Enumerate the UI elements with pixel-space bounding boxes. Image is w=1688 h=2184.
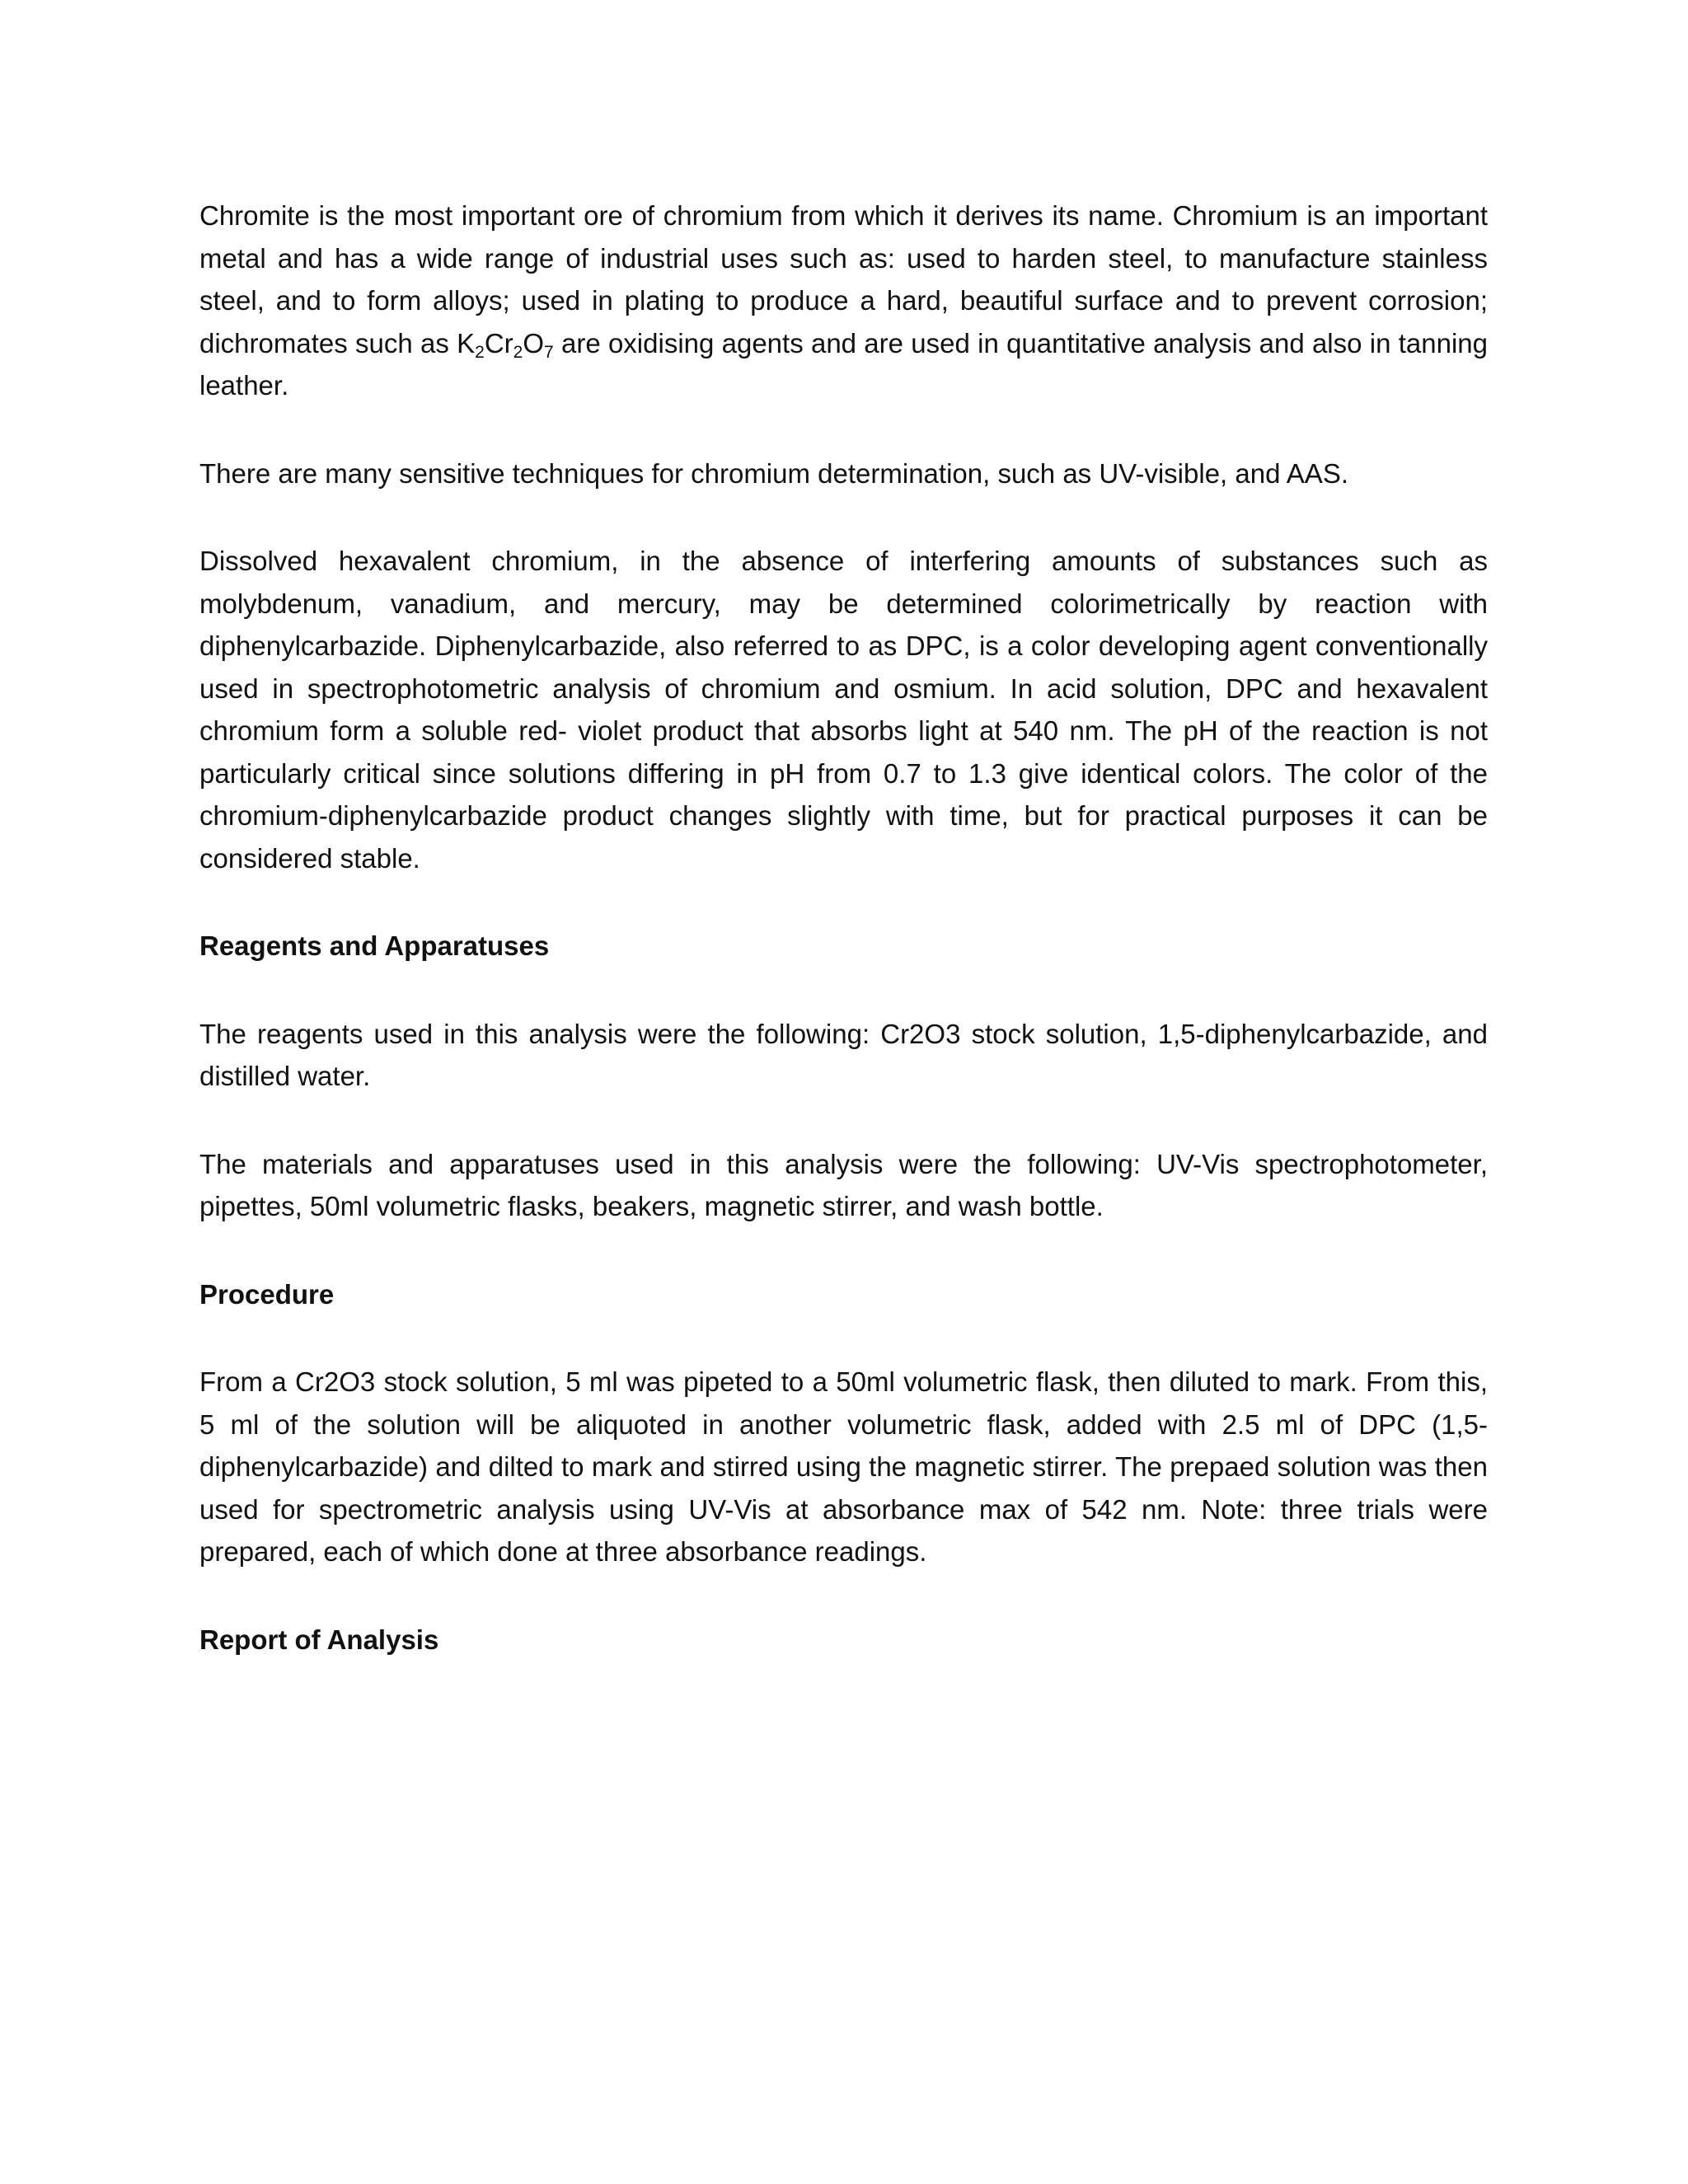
formula-element-cr: Cr [484, 327, 513, 359]
paragraph-spacer [199, 968, 1488, 1013]
paragraph-spacer [199, 1573, 1488, 1619]
apparatuses-paragraph: The materials and apparatuses used in this analysis were the following: UV-Vis spectrophotometer, pipettes, 50ml volumetric flasks, beakers, magnetic stirrer, and wash bottle. [199, 1148, 1488, 1221]
procedure-heading: Procedure [199, 1278, 335, 1310]
formula-subscript-cr: 2 [513, 342, 523, 362]
intro-text-part-2: are oxidising agents and are used in quantitative analysis and also in tanning leather. [199, 327, 1488, 401]
paragraph-spacer [199, 879, 1488, 925]
report-heading: Report of Analysis [199, 1624, 439, 1655]
intro-paragraph-dpc: Dissolved hexavalent chromium, in the absence of interfering amounts of substances such as molybdenum, vanadium, and mercury, may be determined colorimetrically by reaction with diphenylcarbazide. Diphenylcarbazide, also referred to as DPC, is a color developing agent conventionally used in spectrophotometric analysis of chromium and osmium. In acid solution, DPC and hexavalent chromium form a soluble red- violet product that absorbs light at 540 nm. The pH of the reaction is not particularly critical since solutions differing in pH from 0.7 to 1.3 give identical colors. The color of the chromium-diphenylcarbazide product changes slightly with time, but for practical purposes it can be considered stable. [199, 546, 1488, 874]
document-body [199, 194, 1488, 1661]
intro-text-part-1: Chromite is the most important ore of chromium from which it derives its name. Chromium is an important metal and has a wide range of industrial uses such as: used to harden steel, to manufacture stainless steel, and to form alloys; used in plating to produce a hard, beautiful surface and to prevent corrosion; dichromates such as [199, 200, 1488, 359]
paragraph-spacer [199, 1315, 1488, 1361]
formula-subscript-k: 2 [475, 342, 485, 362]
reagents-heading: Reagents and Apparatuses [199, 930, 550, 961]
paragraph-spacer [199, 1098, 1488, 1143]
reagents-paragraph: The reagents used in this analysis were the following: Cr2O3 stock solution, 1,5-diphenylcarbazide, and distilled water. [199, 1018, 1488, 1091]
procedure-paragraph: From a Cr2O3 stock solution, 5 ml was pipeted to a 50ml volumetric flask, then diluted to mark. From this, 5 ml of the solution will be aliquoted in another volumetric flask, added with 2.5 ml of DPC (1,5-diphenylcarbazide) and dilted to mark and stirred using the magnetic stirrer. The prepaed solution was then used for spectrometric analysis using UV-Vis at absorbance max of 542 nm. Note: three trials were prepared, each of which done at three absorbance readings. [199, 1366, 1488, 1567]
formula-element-k: K [457, 327, 476, 359]
intro-paragraph-chromite [199, 194, 1488, 407]
formula-element-o: O [523, 327, 545, 359]
dichromate-formula [457, 327, 554, 362]
formula-subscript-o: 7 [544, 342, 554, 362]
paragraph-spacer [199, 494, 1488, 540]
intro-paragraph-techniques: There are many sensitive techniques for chromium determination, such as UV-visible, and AAS. [199, 457, 1348, 489]
paragraph-spacer [199, 1228, 1488, 1273]
paragraph-spacer [199, 407, 1488, 452]
